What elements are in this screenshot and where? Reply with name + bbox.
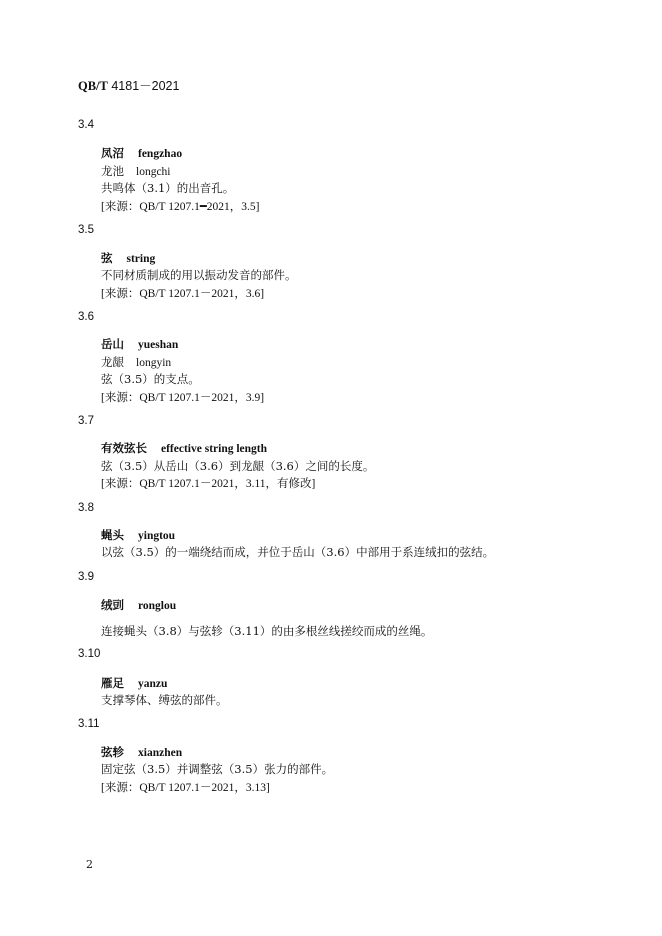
document-code bbox=[78, 76, 179, 94]
term-en: string bbox=[126, 253, 156, 265]
term bbox=[101, 336, 178, 352]
term bbox=[101, 527, 175, 543]
source-note: [来源：QB/T 1207.1－2021，3.9] bbox=[101, 392, 265, 404]
term-en: yanzu bbox=[138, 678, 168, 690]
clause-number: 3.8 bbox=[78, 502, 94, 514]
definition: 弦（3.5）的支点。 bbox=[101, 372, 200, 386]
standard-prefix: QB/T bbox=[78, 79, 108, 93]
source-note: [来源：QB/T 1207.1━2021，3.5] bbox=[101, 201, 260, 213]
term-en: ronglou bbox=[138, 600, 177, 612]
clause-number: 3.5 bbox=[78, 224, 94, 236]
synonym-zh: 龙龈 bbox=[101, 355, 124, 369]
definition: 不同材质制成的用以振动发音的部件。 bbox=[101, 268, 297, 282]
term-en: xianzhen bbox=[138, 747, 183, 759]
definition: 支撑琴体、缚弦的部件。 bbox=[101, 693, 228, 707]
term-en: yingtou bbox=[138, 530, 176, 542]
term-zh: 弦轸 bbox=[101, 745, 124, 759]
synonym-en: longchi bbox=[136, 166, 171, 178]
term-en: fengzhao bbox=[138, 148, 183, 160]
term bbox=[101, 744, 182, 760]
source-note: [来源：QB/T 1207.1－2021，3.6] bbox=[101, 288, 265, 300]
term-zh: 凤沼 bbox=[101, 146, 124, 160]
term bbox=[101, 440, 267, 456]
source-note: [来源：QB/T 1207.1－2021，3.11，有修改] bbox=[101, 478, 316, 490]
clause-number: 3.4 bbox=[78, 119, 94, 131]
term-zh: 蝇头 bbox=[101, 528, 124, 542]
synonym bbox=[101, 163, 171, 179]
term bbox=[101, 675, 167, 691]
synonym-zh: 龙池 bbox=[101, 164, 124, 178]
term-zh: 弦 bbox=[101, 251, 113, 265]
clause-number: 3.9 bbox=[78, 571, 94, 583]
definition: 弦（3.5）从岳山（3.6）到龙龈（3.6）之间的长度。 bbox=[101, 459, 375, 473]
term-en: yueshan bbox=[138, 339, 179, 351]
term bbox=[101, 250, 155, 266]
source-note: [来源：QB/T 1207.1－2021，3.13] bbox=[101, 782, 270, 794]
clause-number: 3.7 bbox=[78, 415, 94, 427]
synonym-en: longyin bbox=[136, 357, 172, 369]
definition: 以弦（3.5）的一端绕结而成，并位于岳山（3.6）中部用于系连绒扣的弦结。 bbox=[101, 545, 495, 559]
term bbox=[101, 145, 182, 161]
clause-number: 3.6 bbox=[78, 311, 94, 323]
term-zh: 雁足 bbox=[101, 676, 124, 690]
synonym bbox=[101, 354, 171, 370]
term bbox=[101, 597, 176, 613]
standard-number: 4181－2021 bbox=[107, 79, 180, 93]
page-number: 2 bbox=[86, 858, 93, 871]
term-zh: 岳山 bbox=[101, 337, 124, 351]
term-zh: 有效弦长 bbox=[101, 441, 147, 455]
definition: 连接蝇头（3.8）与弦轸（3.11）的由多根丝线搓绞而成的丝绳。 bbox=[101, 624, 433, 638]
definition: 共鸣体（3.1）的出音孔。 bbox=[101, 181, 235, 195]
term-zh: 绒剅 bbox=[101, 598, 124, 612]
term-en: effective string length bbox=[161, 443, 268, 455]
clause-number: 3.10 bbox=[78, 648, 101, 660]
definition: 固定弦（3.5）并调整弦（3.5）张力的部件。 bbox=[101, 762, 334, 776]
clause-number: 3.11 bbox=[78, 718, 100, 730]
